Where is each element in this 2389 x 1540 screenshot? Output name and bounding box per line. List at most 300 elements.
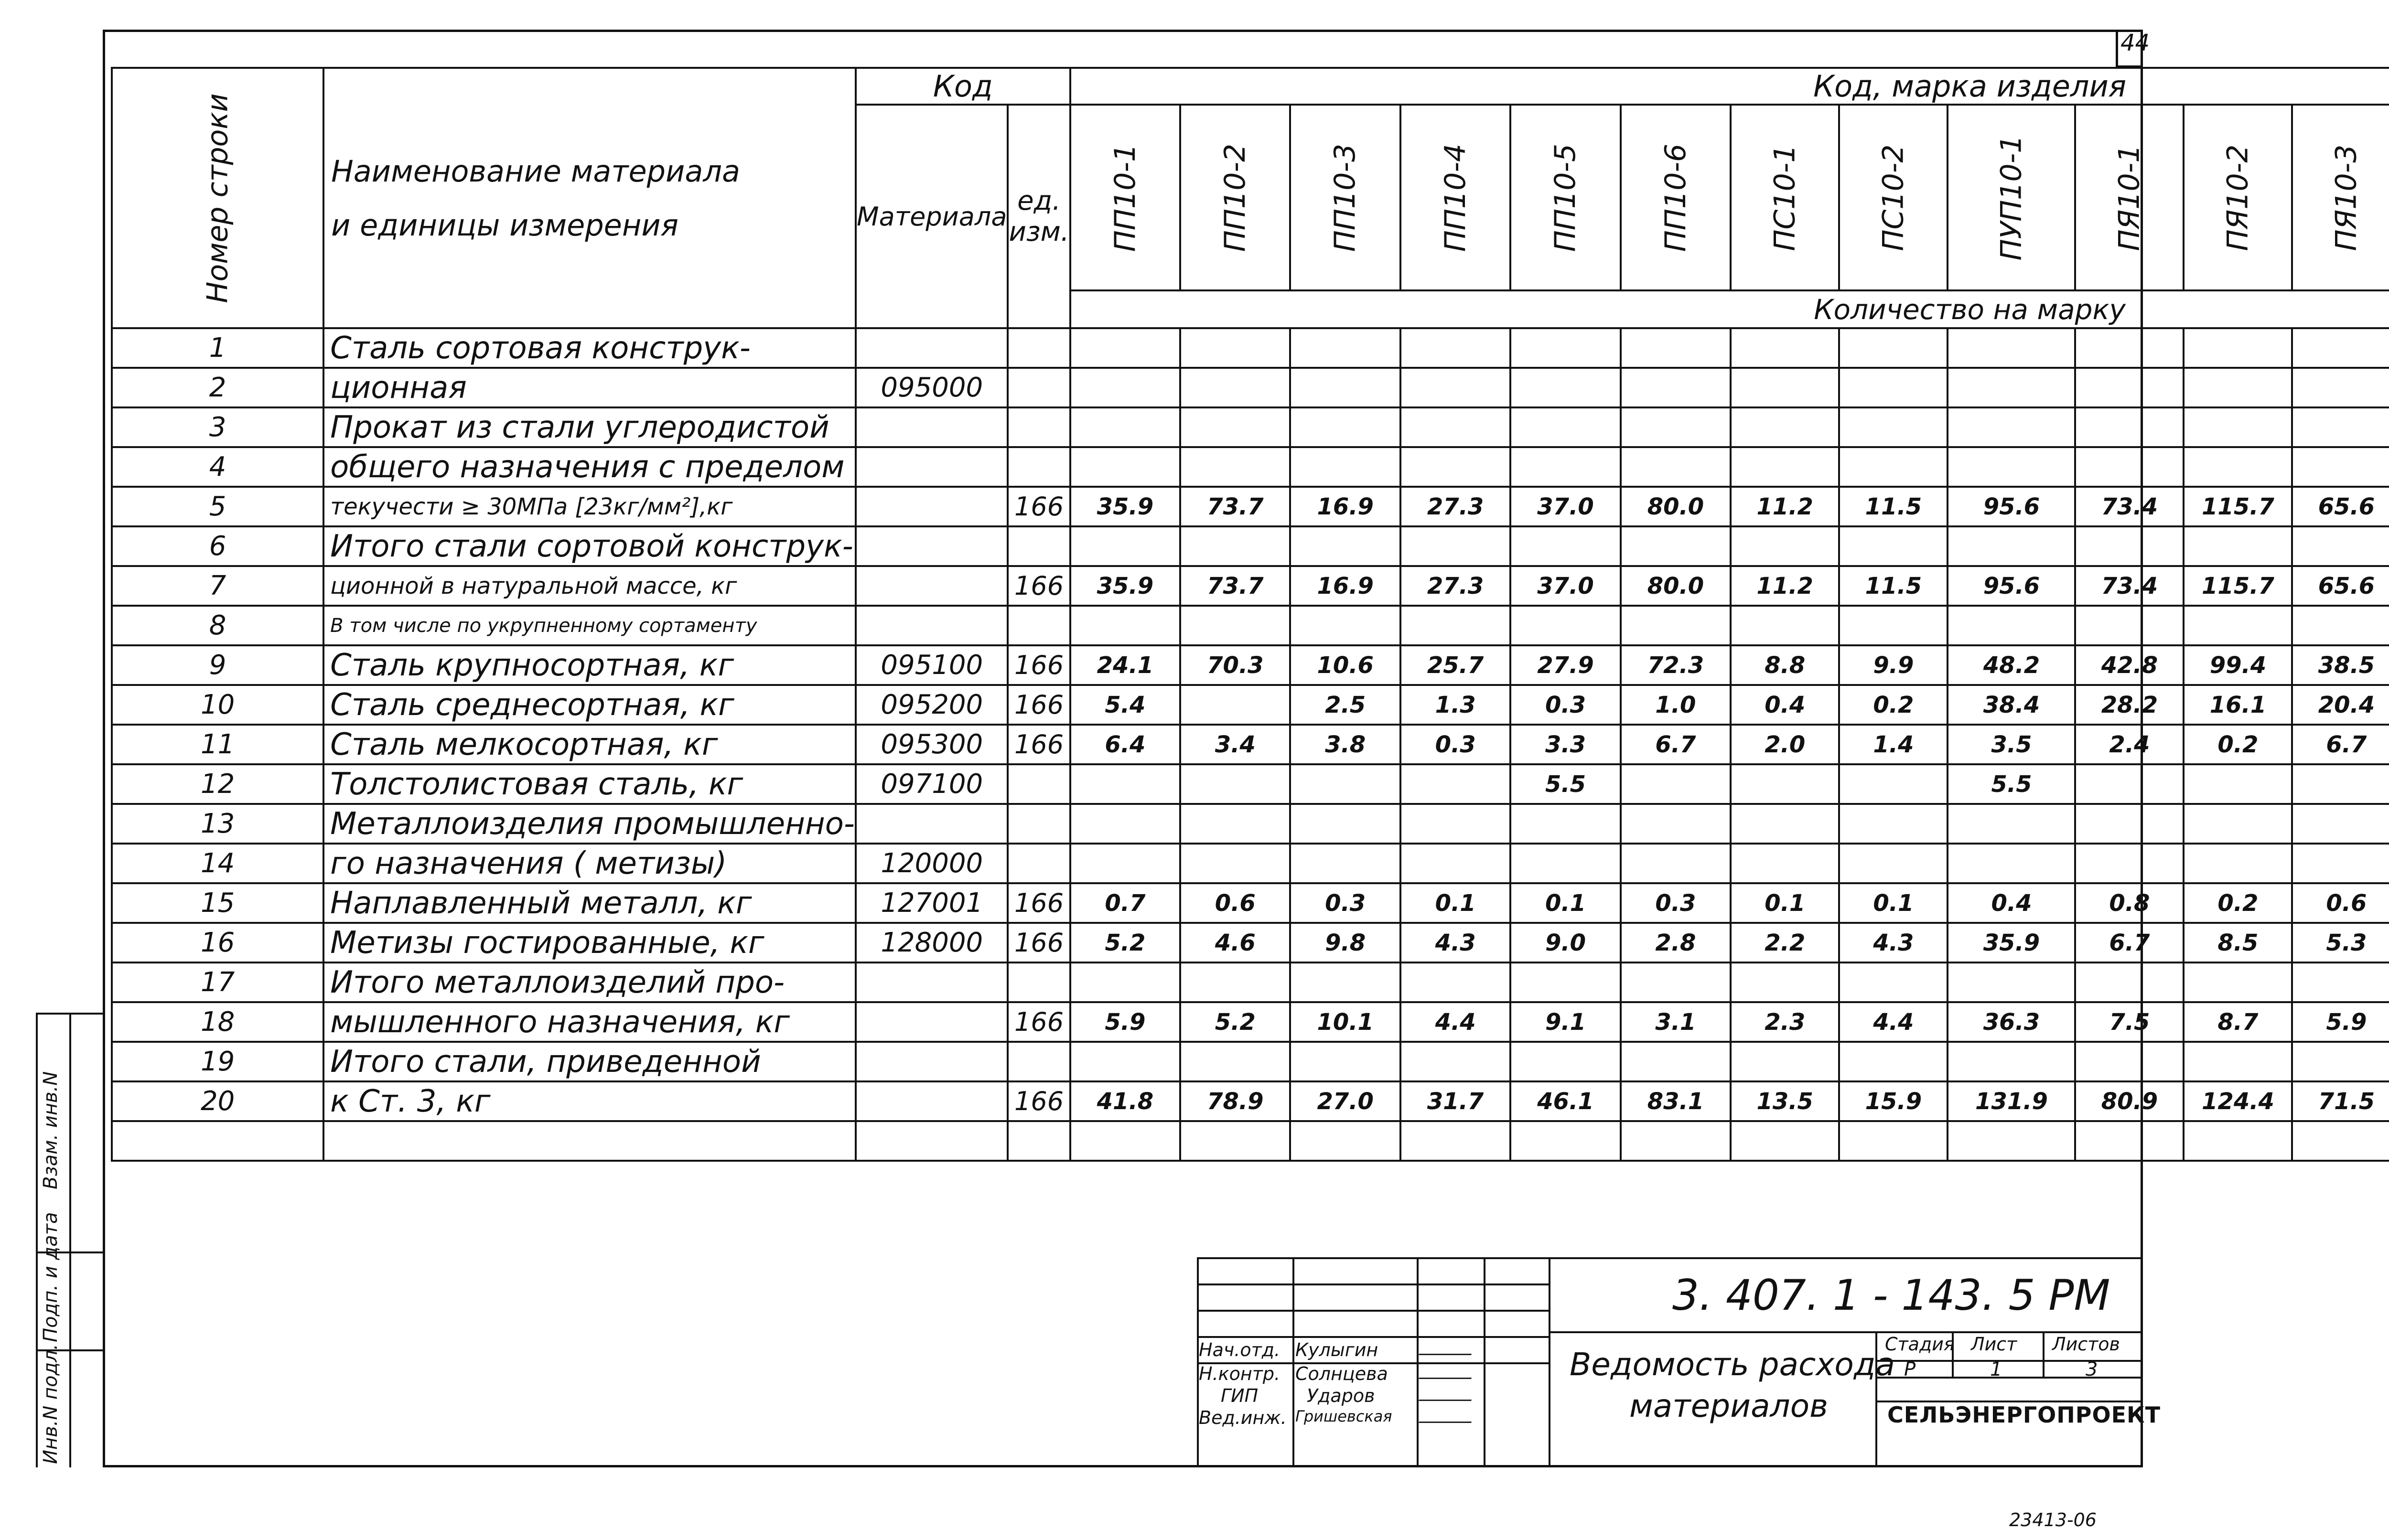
- sig-name-2: Солнцева: [1295, 1363, 1388, 1384]
- quantity-cell: [1180, 804, 1290, 844]
- table-row: [112, 368, 2389, 407]
- quantity-cell: 4.3: [1400, 923, 1510, 962]
- material-code: [856, 1042, 1008, 1081]
- table-row: [112, 1081, 2389, 1121]
- row-number: 8: [112, 606, 323, 645]
- material-name: Наплавленный металл, кг: [323, 883, 856, 923]
- quantity-cell: [1731, 764, 1839, 804]
- quantity-cell: [1731, 407, 1839, 447]
- quantity-cell: [1400, 804, 1510, 844]
- quantity-cell: [2075, 526, 2184, 566]
- row-number: 18: [112, 1002, 323, 1042]
- quantity-cell: [1948, 1042, 2075, 1081]
- unit-code: 166: [1008, 1002, 1070, 1042]
- document-number: 3. 407. 1 - 143. 5 РМ: [1672, 1271, 2110, 1320]
- quantity-cell: 6.7: [1621, 725, 1731, 764]
- unit-code: [1008, 764, 1070, 804]
- quantity-cell: [1621, 368, 1731, 407]
- quantity-cell: 73.7: [1180, 487, 1290, 526]
- quantity-cell: 2.3: [1731, 1002, 1839, 1042]
- quantity-cell: 3.5: [1948, 725, 2075, 764]
- quantity-cell: [2075, 962, 2184, 1002]
- quantity-cell: [1731, 1121, 1839, 1161]
- quantity-cell: [1839, 764, 1948, 804]
- signature-mark: [1419, 1407, 1477, 1423]
- quantity-cell: [1180, 962, 1290, 1002]
- quantity-cell: [1948, 526, 2075, 566]
- quantity-cell: 0.6: [2292, 883, 2389, 923]
- table-row: [112, 962, 2389, 1002]
- quantity-cell: 35.9: [1070, 487, 1180, 526]
- quantity-cell: [1731, 368, 1839, 407]
- quantity-cell: 3.8: [1290, 725, 1400, 764]
- quantity-cell: 95.6: [1948, 487, 2075, 526]
- row-number: 19: [112, 1042, 323, 1081]
- sig-role-2: Н.контр.: [1199, 1363, 1281, 1384]
- sheets-label: Листов: [2052, 1334, 2120, 1355]
- row-number: 12: [112, 764, 323, 804]
- unit-code: [1008, 962, 1070, 1002]
- quantity-cell: 5.2: [1070, 923, 1180, 962]
- quantity-cell: [2075, 1042, 2184, 1081]
- quantity-cell: [2184, 1042, 2292, 1081]
- quantity-cell: 124.4: [2184, 1081, 2292, 1121]
- unit-code: [1008, 844, 1070, 883]
- table-row: [112, 645, 2389, 685]
- quantity-cell: [1948, 328, 2075, 368]
- quantity-cell: [1070, 368, 1180, 407]
- signature-mark: [1419, 1339, 1477, 1355]
- unit-code: [1008, 447, 1070, 487]
- sidebar-sign-date: Подп. и дата: [40, 1212, 62, 1342]
- quantity-cell: [1070, 962, 1180, 1002]
- row-number: 5: [112, 487, 323, 526]
- quantity-cell: [1180, 685, 1290, 725]
- row-number: 20: [112, 1081, 323, 1121]
- unit-code: [1008, 1121, 1070, 1161]
- quantity-cell: [1070, 526, 1180, 566]
- quantity-cell: 42.8: [2075, 645, 2184, 685]
- quantity-cell: [2075, 764, 2184, 804]
- quantity-cell: 72.3: [1621, 645, 1731, 685]
- material-code: [856, 566, 1008, 606]
- name-header: Наименование материала и единицы измерения: [323, 68, 856, 328]
- quantity-cell: [1510, 606, 1620, 645]
- quantity-cell: [1731, 606, 1839, 645]
- quantity-cell: 0.1: [1731, 883, 1839, 923]
- quantity-cell: [1948, 606, 2075, 645]
- quantity-cell: [2292, 804, 2389, 844]
- quantity-cell: 16.1: [2184, 685, 2292, 725]
- mark-header-8: ПС10-2: [1839, 105, 1948, 290]
- quantity-cell: [1948, 407, 2075, 447]
- material-code: [856, 526, 1008, 566]
- quantity-cell: [1180, 844, 1290, 883]
- table-row: [112, 566, 2389, 606]
- quantity-cell: 37.0: [1510, 566, 1620, 606]
- mark-header-6: ПП10-6: [1621, 105, 1731, 290]
- quantity-cell: [1510, 328, 1620, 368]
- mark-header-10: ПЯ10-1: [2075, 105, 2184, 290]
- quantity-cell: [1621, 606, 1731, 645]
- quantity-cell: [1070, 606, 1180, 645]
- quantity-cell: [1290, 407, 1400, 447]
- quantity-cell: [1070, 764, 1180, 804]
- mark-header-3: ПП10-3: [1290, 105, 1400, 290]
- quantity-cell: 80.0: [1621, 487, 1731, 526]
- quantity-cell: 5.2: [1180, 1002, 1290, 1042]
- quantity-cell: 0.1: [1400, 883, 1510, 923]
- stamp-line: [2043, 1331, 2045, 1377]
- quantity-cell: [2075, 328, 2184, 368]
- mark-header-7: ПС10-1: [1731, 105, 1839, 290]
- quantity-cell: [2184, 804, 2292, 844]
- signature-mark: [1419, 1363, 1477, 1379]
- table-row: [112, 526, 2389, 566]
- quantity-cell: 0.2: [2184, 725, 2292, 764]
- quantity-cell: [1839, 844, 1948, 883]
- quantity-cell: [1180, 764, 1290, 804]
- quantity-cell: 27.3: [1400, 487, 1510, 526]
- material-name: го назначения ( метизы): [323, 844, 856, 883]
- material-name: Металлоизделия промышленно-: [323, 804, 856, 844]
- quantity-cell: [1290, 368, 1400, 407]
- quantity-cell: [2292, 447, 2389, 487]
- quantity-cell: [1948, 368, 2075, 407]
- unit-code: 166: [1008, 685, 1070, 725]
- quantity-cell: [1180, 407, 1290, 447]
- material-name: мышленного назначения, кг: [323, 1002, 856, 1042]
- quantity-cell: [1621, 804, 1731, 844]
- quantity-cell: 1.3: [1400, 685, 1510, 725]
- filing-sidebar: [36, 1013, 103, 1467]
- table-row: [112, 685, 2389, 725]
- quantity-cell: [1621, 844, 1731, 883]
- quantity-cell: 1.0: [1621, 685, 1731, 725]
- quantity-cell: 8.8: [1731, 645, 1839, 685]
- material-code: 095200: [856, 685, 1008, 725]
- quantity-cell: [1290, 1042, 1400, 1081]
- quantity-cell: [2075, 1121, 2184, 1161]
- quantity-cell: 3.4: [1180, 725, 1290, 764]
- stage-value: Р: [1904, 1358, 1916, 1380]
- quantity-cell: [1839, 1042, 1948, 1081]
- quantity-cell: [1510, 368, 1620, 407]
- quantity-cell: [1948, 962, 2075, 1002]
- quantity-cell: [1070, 1042, 1180, 1081]
- quantity-cell: 5.4: [1070, 685, 1180, 725]
- stamp-line: [1550, 1331, 2143, 1333]
- sheet-number: 44: [2120, 30, 2150, 56]
- quantity-cell: 2.0: [1731, 725, 1839, 764]
- quantity-cell: 20.4: [2292, 685, 2389, 725]
- row-number: 1: [112, 328, 323, 368]
- quantity-cell: [2292, 962, 2389, 1002]
- row-number: 2: [112, 368, 323, 407]
- quantity-cell: [2075, 606, 2184, 645]
- quantity-cell: 83.1: [1621, 1081, 1731, 1121]
- quantity-cell: 11.2: [1731, 566, 1839, 606]
- quantity-cell: 9.0: [1510, 923, 1620, 962]
- material-code: 097100: [856, 764, 1008, 804]
- sheets-value: 3: [2086, 1358, 2098, 1380]
- quantity-cell: [2075, 804, 2184, 844]
- material-code: [856, 1002, 1008, 1042]
- quantity-cell: [1400, 962, 1510, 1002]
- quantity-cell: [1400, 526, 1510, 566]
- quantity-cell: 73.7: [1180, 566, 1290, 606]
- quantity-cell: 10.6: [1290, 645, 1400, 685]
- quantity-cell: [1290, 962, 1400, 1002]
- table-row: [112, 1042, 2389, 1081]
- quantity-cell: [1510, 1042, 1620, 1081]
- quantity-cell: 78.9: [1180, 1081, 1290, 1121]
- quantity-cell: [2292, 764, 2389, 804]
- quantity-cell: [2292, 1042, 2389, 1081]
- quantity-cell: [1839, 804, 1948, 844]
- quantity-cell: [1070, 407, 1180, 447]
- quantity-cell: [1948, 804, 2075, 844]
- code-header: Код: [856, 68, 1070, 105]
- quantity-cell: 115.7: [2184, 566, 2292, 606]
- quantity-cell: [1510, 1121, 1620, 1161]
- quantity-cell: 0.6: [1180, 883, 1290, 923]
- unit-code: [1008, 368, 1070, 407]
- material-name: Сталь крупносортная, кг: [323, 645, 856, 685]
- material-code: [856, 606, 1008, 645]
- quantity-cell: 6.7: [2075, 923, 2184, 962]
- quantity-cell: [2075, 844, 2184, 883]
- quantity-cell: 35.9: [1948, 923, 2075, 962]
- row-number: 6: [112, 526, 323, 566]
- material-name: В том числе по укрупненному сортаменту: [323, 606, 856, 645]
- sidebar-inv-orig: Инв.N подл.: [40, 1344, 62, 1464]
- quantity-cell: 5.9: [1070, 1002, 1180, 1042]
- material-name: текучести ≥ 30МПа [23кг/мм²],кг: [323, 487, 856, 526]
- quantity-cell: 38.4: [1948, 685, 2075, 725]
- quantity-cell: [1290, 804, 1400, 844]
- quantity-cell: [1400, 407, 1510, 447]
- quantity-cell: [1621, 1121, 1731, 1161]
- quantity-cell: 31.7: [1400, 1081, 1510, 1121]
- quantity-cell: 11.5: [1839, 566, 1948, 606]
- quantity-cell: [1621, 962, 1731, 1002]
- material-name: [323, 1121, 856, 1161]
- stamp-line: [1197, 1336, 1550, 1338]
- quantity-cell: [2292, 407, 2389, 447]
- material-code: 120000: [856, 844, 1008, 883]
- quantity-cell: [1400, 368, 1510, 407]
- quantity-cell: 65.6: [2292, 487, 2389, 526]
- row-number: 7: [112, 566, 323, 606]
- quantity-cell: 0.1: [1839, 883, 1948, 923]
- quantity-cell: [1400, 606, 1510, 645]
- quantity-cell: 0.3: [1510, 685, 1620, 725]
- quantity-cell: [1070, 1121, 1180, 1161]
- quantity-cell: [1510, 447, 1620, 487]
- quantity-cell: [1510, 804, 1620, 844]
- unit-code: 166: [1008, 923, 1070, 962]
- quantity-cell: 0.8: [2075, 883, 2184, 923]
- material-name: к Ст. 3, кг: [323, 1081, 856, 1121]
- row-number: 4: [112, 447, 323, 487]
- unit-code: 166: [1008, 566, 1070, 606]
- quantity-cell: [1839, 526, 1948, 566]
- material-code: [856, 328, 1008, 368]
- quantity-cell: 13.5: [1731, 1081, 1839, 1121]
- quantity-cell: [2292, 328, 2389, 368]
- quantity-cell: [1400, 447, 1510, 487]
- quantity-cell: 15.9: [1839, 1081, 1948, 1121]
- quantity-cell: [1290, 606, 1400, 645]
- quantity-cell: [1510, 407, 1620, 447]
- quantity-cell: [1290, 328, 1400, 368]
- quantity-cell: 8.5: [2184, 923, 2292, 962]
- table-row: [112, 725, 2389, 764]
- mark-header-2: ПП10-2: [1180, 105, 1290, 290]
- quantity-cell: [1290, 526, 1400, 566]
- quantity-cell: [1180, 368, 1290, 407]
- row-number: 3: [112, 407, 323, 447]
- quantity-cell: [2292, 526, 2389, 566]
- quantity-cell: 5.9: [2292, 1002, 2389, 1042]
- table-row: [112, 328, 2389, 368]
- quantity-cell: [2292, 606, 2389, 645]
- quantity-cell: 73.4: [2075, 487, 2184, 526]
- quantity-cell: 65.6: [2292, 566, 2389, 606]
- material-name: Толстолистовая сталь, кг: [323, 764, 856, 804]
- unit-code: 166: [1008, 725, 1070, 764]
- quantity-cell: 27.9: [1510, 645, 1620, 685]
- quantity-cell: 0.2: [2184, 883, 2292, 923]
- quantity-cell: [1290, 447, 1400, 487]
- quantity-cell: 4.3: [1839, 923, 1948, 962]
- unit-code: 166: [1008, 487, 1070, 526]
- document-title-line1: Ведомость расхода: [1570, 1346, 1895, 1383]
- quantity-cell: [1731, 447, 1839, 487]
- table-row: [112, 447, 2389, 487]
- material-code: 095300: [856, 725, 1008, 764]
- quantity-header: Количество на марку: [1070, 290, 2389, 328]
- row-number: 9: [112, 645, 323, 685]
- quantity-cell: [1180, 1042, 1290, 1081]
- quantity-cell: [1621, 764, 1731, 804]
- row-number: 15: [112, 883, 323, 923]
- quantity-cell: 0.4: [1948, 883, 2075, 923]
- table-row: [112, 1002, 2389, 1042]
- quantity-cell: [2184, 962, 2292, 1002]
- quantity-cell: [1180, 447, 1290, 487]
- quantity-cell: [1510, 844, 1620, 883]
- quantity-cell: [1948, 844, 2075, 883]
- material-code: [856, 1121, 1008, 1161]
- unit-code: 166: [1008, 1081, 1070, 1121]
- quantity-cell: 2.4: [2075, 725, 2184, 764]
- material-name: Сталь среднесортная, кг: [323, 685, 856, 725]
- quantity-cell: 71.5: [2292, 1081, 2389, 1121]
- quantity-cell: 70.3: [1180, 645, 1290, 685]
- quantity-cell: [1290, 1121, 1400, 1161]
- quantity-cell: [1400, 328, 1510, 368]
- document-title-line2: материалов: [1629, 1388, 1828, 1424]
- quantity-cell: 5.3: [2292, 923, 2389, 962]
- material-code: [856, 962, 1008, 1002]
- material-name: Метизы гостированные, кг: [323, 923, 856, 962]
- quantity-cell: [2184, 368, 2292, 407]
- quantity-cell: [2075, 368, 2184, 407]
- table-row: [112, 804, 2389, 844]
- stamp-line: [1197, 1310, 1550, 1312]
- quantity-cell: 4.4: [1839, 1002, 1948, 1042]
- quantity-cell: 11.5: [1839, 487, 1948, 526]
- quantity-cell: [2184, 328, 2292, 368]
- quantity-cell: 27.0: [1290, 1081, 1400, 1121]
- quantity-cell: 0.1: [1510, 883, 1620, 923]
- unit-code: [1008, 407, 1070, 447]
- quantity-cell: 95.6: [1948, 566, 2075, 606]
- quantity-cell: [1621, 526, 1731, 566]
- material-name: Сталь мелкосортная, кг: [323, 725, 856, 764]
- quantity-cell: 131.9: [1948, 1081, 2075, 1121]
- quantity-cell: 16.9: [1290, 487, 1400, 526]
- materials-table: [111, 67, 2389, 1162]
- quantity-cell: [2184, 526, 2292, 566]
- material-code: [856, 1081, 1008, 1121]
- quantity-cell: [1839, 407, 1948, 447]
- quantity-cell: 4.6: [1180, 923, 1290, 962]
- quantity-cell: 27.3: [1400, 566, 1510, 606]
- table-row: [112, 487, 2389, 526]
- organization-name: СЕЛЬЭНЕРГОПРОЕКТ: [1887, 1402, 2161, 1428]
- unit-header: ед. изм.: [1008, 105, 1070, 328]
- mark-header-5: ПП10-5: [1510, 105, 1620, 290]
- quantity-cell: [2075, 447, 2184, 487]
- quantity-cell: [1839, 606, 1948, 645]
- sidebar-replace-inv: Взам. инв.N: [40, 1071, 62, 1189]
- quantity-cell: [1839, 447, 1948, 487]
- quantity-cell: [2292, 1121, 2389, 1161]
- sig-name-4: Гришевская: [1295, 1407, 1392, 1425]
- quantity-cell: [1948, 1121, 2075, 1161]
- unit-code: [1008, 606, 1070, 645]
- sig-name-1: Кулыгин: [1295, 1339, 1378, 1360]
- quantity-cell: 3.1: [1621, 1002, 1731, 1042]
- quantity-cell: 38.5: [2292, 645, 2389, 685]
- unit-code: [1008, 804, 1070, 844]
- quantity-cell: [2184, 407, 2292, 447]
- row-number: 17: [112, 962, 323, 1002]
- table-row: [112, 1121, 2389, 1161]
- quantity-cell: [2184, 844, 2292, 883]
- material-code: 128000: [856, 923, 1008, 962]
- quantity-cell: [1839, 962, 1948, 1002]
- quantity-cell: 6.4: [1070, 725, 1180, 764]
- unit-code: [1008, 526, 1070, 566]
- material-code: [856, 407, 1008, 447]
- sig-role-4: Вед.инж.: [1199, 1407, 1287, 1428]
- material-code: [856, 487, 1008, 526]
- quantity-cell: 0.4: [1731, 685, 1839, 725]
- row-number: 11: [112, 725, 323, 764]
- quantity-cell: 5.5: [1510, 764, 1620, 804]
- quantity-cell: 36.3: [1948, 1002, 2075, 1042]
- code-material-header: Материала: [856, 105, 1008, 328]
- quantity-cell: 2.8: [1621, 923, 1731, 962]
- quantity-cell: [1400, 764, 1510, 804]
- material-code: [856, 804, 1008, 844]
- quantity-cell: 41.8: [1070, 1081, 1180, 1121]
- table-row: [112, 883, 2389, 923]
